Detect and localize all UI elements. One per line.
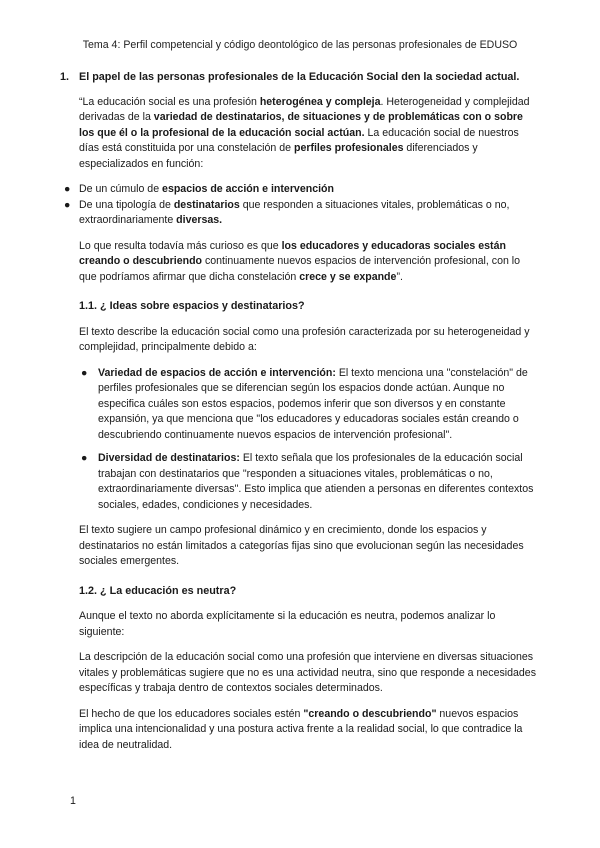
text-run: ”. <box>396 270 403 283</box>
text-run: El texto señala que los profesionales de la educación social trabajan con destinatarios que "responden a situaciones vitales, problemáticas o no, extraordinariamente diversas". Esto implica que atienden a personas en diferentes contextos sociales, edades, condiciones y necesidades. <box>98 452 534 511</box>
bold-run: crece y se expande <box>299 270 397 283</box>
bold-run: perfiles profesionales <box>293 142 404 154</box>
text-run: diferenciados y especializados en función: <box>79 142 478 170</box>
text-run: De un cúmulo de <box>79 183 163 195</box>
closing-paragraph <box>60 239 538 286</box>
page-header: Tema 4: Perfil competencial y código deontológico de las personas profesionales de EDUSO <box>82 39 518 51</box>
bullet-icon: ● <box>64 198 71 211</box>
list-item <box>79 366 538 444</box>
text-run: nuevos espacios implica una intencionalidad y una postura activa frente a la realidad social, lo que contradice la idea de neutralidad. <box>79 707 523 751</box>
bold-run: espacios de acción e intervención <box>162 183 334 195</box>
text-run: . Heterogeneidad y complejidad derivadas de la <box>79 95 530 123</box>
text-run: que responden a situaciones vitales, problemáticas o no, extraordinariamente <box>79 198 510 226</box>
text-run: La educación social de nuestros días está constituida por una constelación de <box>79 126 519 154</box>
document-body <box>60 70 538 763</box>
quote-paragraph <box>60 95 538 173</box>
section-1-1-bullet-list <box>79 366 538 514</box>
text-run: “La educación social es una profesión <box>79 95 260 108</box>
bold-run: Variedad de espacios de acción e intervención: <box>98 366 336 379</box>
section-1-title: El papel de las personas profesionales de la Educación Social den la sociedad actual. <box>79 71 520 83</box>
quote-bullet-list <box>60 182 538 229</box>
section-1-2-paragraph-3 <box>60 707 538 754</box>
bold-run: "creando o descubriendo" <box>303 707 437 720</box>
bold-run: los educadores y educadoras sociales están creando o descubriendo <box>79 239 506 267</box>
text-run: Lo que resulta todavía más curioso es que <box>79 239 282 252</box>
text-run: De una tipología de <box>79 198 174 211</box>
text-run: El hecho de que los educadores sociales estén <box>79 707 304 720</box>
section-1-2-heading: 1.2. ¿ La educación es neutra? <box>79 584 237 597</box>
list-item <box>60 198 538 229</box>
section-1-2-paragraph-2: La descripción de la educación social como una profesión que interviene en diversas situaciones vitales y problemáticas sugiere que no es una actividad neutra, sino que responde a necesidades específicas y trabaja dentro de contextos sociales determinados. <box>79 651 537 694</box>
section-1-1-heading: 1.1. ¿ Ideas sobre espacios y destinatarios? <box>79 300 305 312</box>
bold-run: Diversidad de destinatarios: <box>98 452 240 464</box>
bold-run: diversas. <box>176 214 223 226</box>
text-run: continuamente nuevos espacios de intervención profesional, con lo que podríamos afirmar que dicha constelación <box>79 255 521 283</box>
bullet-icon: ● <box>81 452 88 464</box>
bullet-icon: ● <box>64 183 71 195</box>
section-1-heading <box>60 70 538 86</box>
page-number: 1 <box>70 795 76 807</box>
bold-run: variedad de destinatarios, de situaciones y de problemáticas con o sobre los que él o la profesional de la educación social actúan. <box>79 111 523 139</box>
list-item <box>60 182 538 198</box>
section-1-1-intro: El texto describe la educación social como una profesión caracterizada por su heterogeneidad y complejidad, principalmente debido a: <box>79 325 530 353</box>
text-run: El texto menciona una "constelación" de perfiles profesionales que se diferencian según los espacios donde actúan. Aunque no especifica cuáles son estos espacios, podemos inferir que son diversos y en constante expansión, ya que menciona que "los educadores y educadoras sociales están creando o descubriendo continuamente nuevos espacios de intervención profesional". <box>98 366 528 441</box>
bold-run: destinatarios <box>173 198 240 211</box>
list-item <box>79 451 538 513</box>
section-1-number: 1. <box>60 71 70 83</box>
section-1-2-paragraph-1: Aunque el texto no aborda explícitamente si la educación es neutra, podemos analizar lo siguiente: <box>79 610 496 638</box>
section-1-1-conclusion: El texto sugiere un campo profesional dinámico y en crecimiento, donde los espacios y destinatarios no están limitados a categorías fijas sino que evolucionan según las necesidades sociales emergentes. <box>79 524 524 567</box>
bullet-icon: ● <box>81 366 88 379</box>
bold-run: heterogénea y compleja <box>259 95 381 108</box>
